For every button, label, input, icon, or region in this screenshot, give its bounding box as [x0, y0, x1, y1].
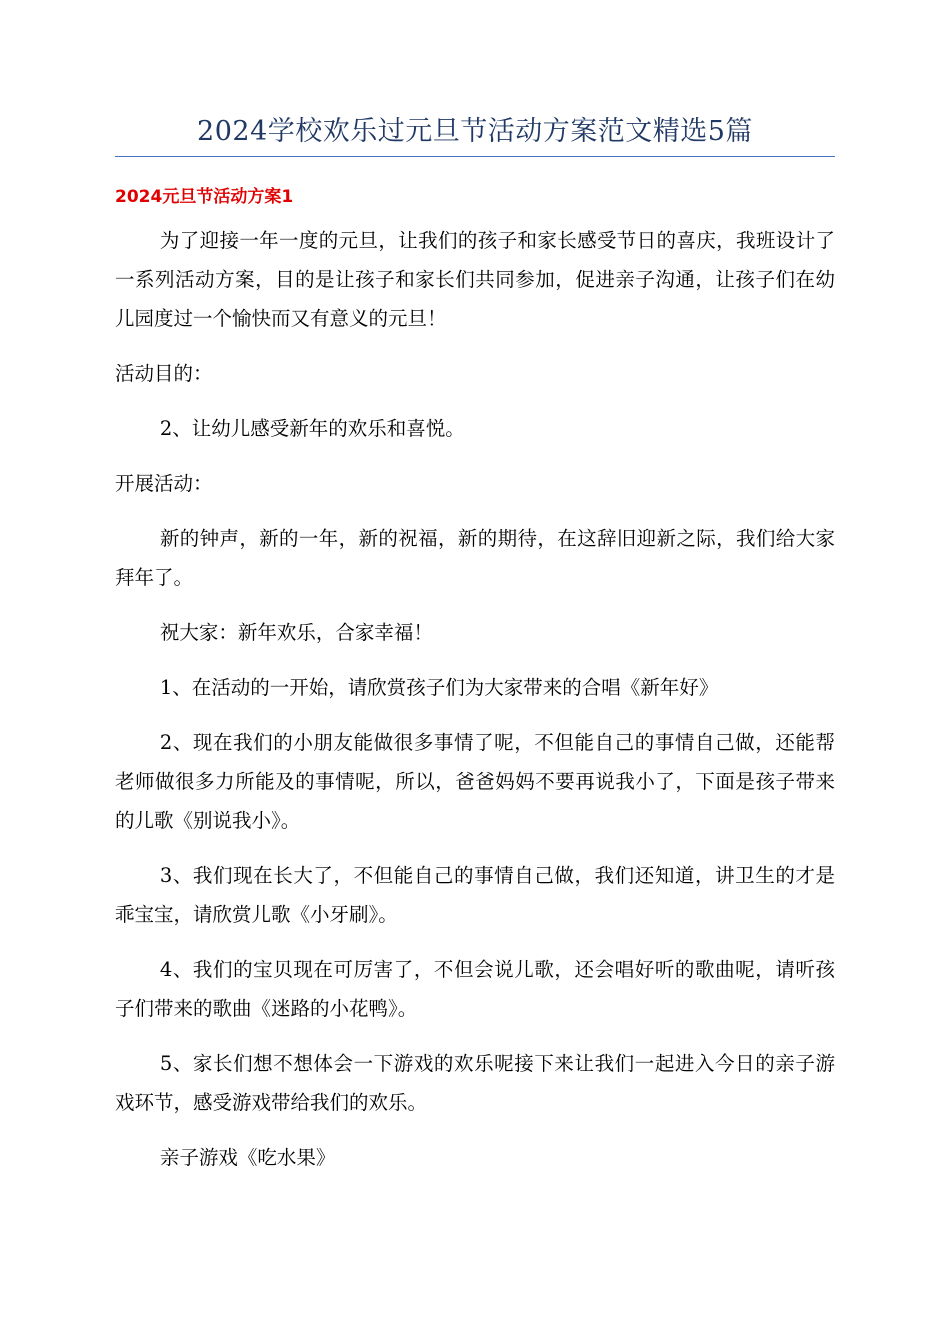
paragraph-item-5: 5、家长们想不想体会一下游戏的欢乐呢接下来让我们一起进入今日的亲子游戏环节，感受游戏带给我们的欢乐。 — [115, 1052, 835, 1114]
paragraph-intro: 为了迎接一年一度的元旦，让我们的孩子和家长感受节日的喜庆，我班设计了一系列活动方案，目的是让孩子和家长们共同参加，促进亲子沟通，让孩子们在幼儿园度过一个愉快而又有意义的元旦！ — [115, 229, 835, 330]
paragraph-activity-goal-label: 活动目的： — [115, 362, 213, 385]
paragraph-goal-item: 2、让幼儿感受新年的欢乐和喜悦。 — [159, 417, 465, 440]
paragraph-item-4: 4、我们的宝贝现在可厉害了，不但会说儿歌，还会唱好听的歌曲呢，请听孩子们带来的歌曲《迷路的小花鸭》。 — [115, 958, 835, 1020]
paragraph-activity-label: 开展活动： — [115, 472, 213, 495]
paragraph-item-2: 2、现在我们的小朋友能做很多事情了呢，不但能自己的事情自己做，还能帮老师做很多力所能及的事情呢，所以，爸爸妈妈不要再说我小了，下面是孩子带来的儿歌《别说我小》。 — [115, 731, 835, 832]
paragraph-item-3: 3、我们现在长大了，不但能自己的事情自己做，我们还知道，讲卫生的才是乖宝宝，请欣赏儿歌《小牙刷》。 — [115, 864, 835, 926]
paragraph-game: 亲子游戏《吃水果》 — [159, 1146, 336, 1169]
title-underline — [115, 156, 835, 157]
document-page — [115, 110, 835, 1177]
document-title: 2024学校欢乐过元旦节活动方案范文精选5篇 — [197, 116, 753, 147]
paragraph-wishes: 祝大家：新年欢乐，合家幸福！ — [159, 621, 433, 644]
section-heading: 2024元旦节活动方案1 — [115, 187, 294, 207]
paragraph-item-1: 1、在活动的一开始，请欣赏孩子们为大家带来的合唱《新年好》 — [159, 676, 719, 699]
paragraph-greeting: 新的钟声，新的一年，新的祝福，新的期待，在这辞旧迎新之际，我们给大家拜年了。 — [115, 527, 835, 589]
